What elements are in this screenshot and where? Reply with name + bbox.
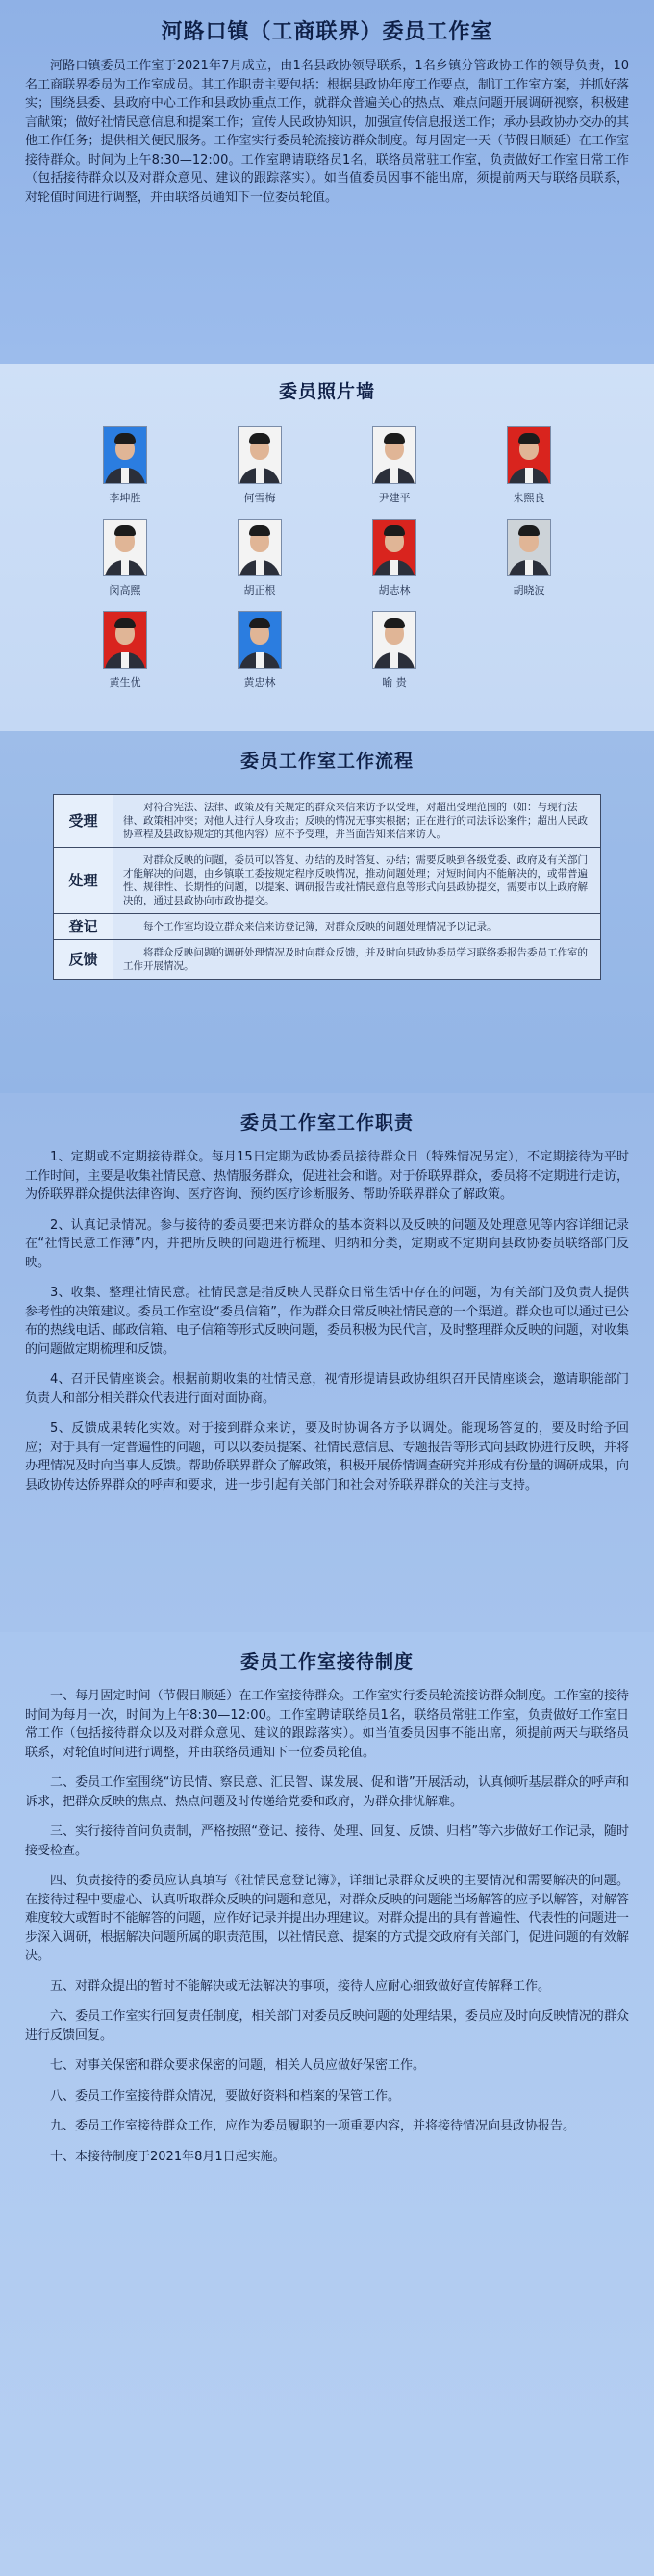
rule-item: 八、委员工作室接待群众情况，要做好资料和档案的保管工作。 — [50, 2088, 401, 2104]
rule-item: 三、实行接待首问负责制，严格按照“登记、接待、处理、回复、反馈、归档”等六步做好工作记录，随时接受检查。 — [25, 1824, 629, 1858]
workflow-step-label: 受理 — [54, 795, 113, 848]
member-photo — [372, 426, 416, 484]
member-photo — [372, 519, 416, 576]
member-photo-hair — [249, 525, 270, 536]
member-photo-hair — [384, 433, 405, 444]
member-name: 黄忠林 — [243, 676, 276, 689]
member-photo-shirt — [390, 652, 398, 668]
duty-item: 1、定期或不定期接待群众。每月15日定期为政协委员接待群众日（特殊情况另定），不定期接待为平时工作时间，主要是收集社情民意、热情服务群众，促进社会和谐。对于侨联界群众，委员将不定期进行走访，为侨联界群众提供法律咨询、医疗咨询、预约医疗诊断服务、帮助侨联界群众了解政策。 — [25, 1150, 629, 1202]
member-photo-hair — [114, 525, 136, 536]
duties-title: 委员工作室工作职责 — [239, 1112, 414, 1134]
member-photo-shirt — [390, 468, 398, 483]
member-name: 何雪梅 — [243, 492, 276, 504]
photo-grid — [58, 426, 596, 690]
member-name: 胡晓波 — [513, 584, 545, 597]
member-photo-shirt — [256, 468, 264, 483]
member-card — [58, 519, 192, 598]
workflow-step-label: 处理 — [54, 848, 113, 914]
member-card — [192, 426, 327, 505]
photo-wall-title: 委员照片墙 — [278, 381, 375, 402]
member-card — [327, 426, 462, 505]
member-card — [462, 519, 596, 598]
member-photo-hair — [518, 525, 540, 536]
intro-section — [0, 0, 654, 364]
member-photo-shirt — [256, 560, 264, 575]
photo-wall-section — [0, 364, 654, 731]
member-photo-hair — [249, 618, 270, 628]
member-photo — [103, 426, 147, 484]
member-card — [58, 426, 192, 505]
member-name: 李坤胜 — [109, 492, 141, 504]
member-photo — [238, 519, 282, 576]
duty-item: 4、召开民情座谈会。根据前期收集的社情民意，视情形提请县政协组织召开民情座谈会，邀请职能部门负责人和部分相关群众代表进行面对面协商。 — [25, 1372, 629, 1406]
intro-paragraph: 河路口镇委员工作室于2021年7月成立，由1名县政协领导联系，1名乡镇分管政协工作的领导负责，10名工商联界委员为工作室成员。其工作职责主要包括：根据县政协年度工作要点，制订工作室方案，并抓好落实；围绕县委、县政府中心工作和县政协重点工作，就群众普遍关心的热点、难点问题开展调研视察，积极建言献策；做好社情民意信息和提案工作；宣传人民政协知识，加强宣传信息报送工作；承办县政协办交办的其他工作任务；提供相关便民服务。工作室实行委员轮流接访群众制度。每月固定一天（节假日顺延）在工作室接待群众。时间为上午8:30—12:00。工作室聘请联络员1名，联络员常驻工作室，负责做好工作室日常工作（包括接待群众以及对群众意见、建议的跟踪落实）。如当值委员因事不能出席，须提前两天与联络员联系，对轮值时间进行调整，并由联络员通知下一位委员轮值。 — [25, 59, 629, 205]
member-card — [192, 519, 327, 598]
member-card — [192, 611, 327, 690]
rule-item: 七、对事关保密和群众要求保密的问题，相关人员应做好保密工作。 — [50, 2058, 426, 2073]
member-name: 尹建平 — [378, 492, 411, 504]
member-name: 闵高熙 — [109, 584, 141, 597]
rule-item: 四、负责接待的委员应认真填写《社情民意登记簿》，详细记录群众反映的主要情况和需要解决的问题。在接待过程中要虚心、认真听取群众反映的问题和意见，对群众反映的问题能当场解答的应予以解答，对解答难度较大或暂时不能解答的问题，应作好记录并提出办理建议。对群众提出的具有普遍性、代表性的问题进一步深入调研，根据解决问题所属的职责范围，以社情民意、提案的方式提交政府有关部门，促进问题的有效解决。 — [25, 1874, 629, 1963]
member-name: 朱熙良 — [513, 492, 545, 504]
workflow-step-text: 每个工作室均设立群众来信来访登记簿，对群众反映的问题处理情况予以记录。 — [113, 914, 601, 940]
member-photo-hair — [384, 618, 405, 628]
member-photo-hair — [518, 433, 540, 444]
member-photo-hair — [384, 525, 405, 536]
duties-section — [0, 1093, 654, 1632]
member-photo-shirt — [121, 560, 129, 575]
workflow-step-label: 登记 — [54, 914, 113, 940]
member-name: 黄生优 — [109, 676, 141, 689]
member-photo-shirt — [121, 468, 129, 483]
member-name: 胡志林 — [378, 584, 411, 597]
rule-item: 二、委员工作室围绕“访民情、察民意、汇民智、谋发展、促和谐”开展活动，认真倾听基层群众的呼声和诉求，把群众反映的焦点、热点问题及时传递给党委和政府，为群众排忧解难。 — [25, 1775, 629, 1809]
page-title: 河路口镇（工商联界）委员工作室 — [161, 20, 493, 44]
member-photo — [507, 519, 551, 576]
member-card — [58, 611, 192, 690]
member-photo-shirt — [256, 652, 264, 668]
duty-item: 5、反馈成果转化实效。对于接到群众来访，要及时协调各方予以调处。能现场答复的，要及时给予回应；对于具有一定普遍性的问题，可以以委员提案、社情民意信息、专题报告等形式向县政协进行反映，并将办理情况及时向当事人反馈。帮助侨联界群众了解政策，积极开展侨情调查研究并形成有份量的调研成果，向县政协传达侨界群众的呼声和要求，进一步引起有关部门和社会对侨联界群众的关注与支持。 — [25, 1421, 629, 1492]
workflow-row — [54, 940, 601, 980]
member-photo — [103, 519, 147, 576]
member-photo — [103, 611, 147, 669]
member-photo-shirt — [525, 468, 533, 483]
member-photo-shirt — [390, 560, 398, 575]
member-photo-shirt — [525, 560, 533, 575]
member-photo — [372, 611, 416, 669]
workflow-row — [54, 795, 601, 848]
workflow-step-text: 对群众反映的问题，委员可以答复、办结的及时答复、办结；需要反映到各级党委、政府及有关部门才能解决的问题，由乡镇联工委按规定程序反映情况，推动问题处理；对短时间内不能解决的，或带普遍性、规律性、长期性的问题，以提案、调研报告或社情民意信息等形式向县政协提交，需要市以上政府解决的，通过县政协向市政协提交。 — [113, 848, 601, 914]
reception-rules-title: 委员工作室接待制度 — [239, 1651, 414, 1672]
member-name: 胡正根 — [243, 584, 276, 597]
duty-item: 3、收集、整理社情民意。社情民意是指反映人民群众日常生活中存在的问题，为有关部门及负责人提供参考性的决策建议。委员工作室设“委员信箱”，作为群众日常反映社情民意的一个渠道。群众也可以通过已公布的热线电话、邮政信箱、电子信箱等形式反映问题，委员积极为民代言，及时整理群众反映的问题，对收集的问题做定期梳理和反馈。 — [25, 1286, 629, 1357]
rule-item: 十、本接待制度于2021年8月1日起实施。 — [50, 2149, 286, 2164]
workflow-step-label: 反馈 — [54, 940, 113, 980]
workflow-title: 委员工作室工作流程 — [239, 751, 414, 772]
rule-item: 一、每月固定时间（节假日顺延）在工作室接待群众。工作室实行委员轮流接访群众制度。工作室的接待时间为每月一次，时间为上午8:30—12:00。工作室聘请联络员1名，联络员常驻工作室，负责做好工作室日常工作（包括接待群众以及对群众意见、建议的跟踪落实）。如当值委员因事不能出席，须提前两天与联络员联系，对轮值时间进行调整，并由联络员通知下一位委员轮值。 — [25, 1689, 629, 1760]
workflow-row — [54, 848, 601, 914]
workflow-step-text: 将群众反映问题的调研处理情况及时向群众反馈，并及时向县政协委员学习联络委报告委员工作室的工作开展情况。 — [113, 940, 601, 980]
member-photo-hair — [114, 618, 136, 628]
workflow-section — [0, 731, 654, 1093]
workflow-table — [53, 794, 601, 980]
member-card — [462, 426, 596, 505]
member-photo — [238, 611, 282, 669]
reception-rules-section — [0, 1632, 654, 2576]
rule-item: 五、对群众提出的暂时不能解决或无法解决的事项，接待人应耐心细致做好宣传解释工作。 — [50, 1978, 551, 1994]
member-photo-shirt — [121, 652, 129, 668]
member-photo — [507, 426, 551, 484]
member-name: 喻 贵 — [382, 676, 407, 689]
member-card — [327, 519, 462, 598]
workflow-row — [54, 914, 601, 940]
member-photo — [238, 426, 282, 484]
rule-item: 九、委员工作室接待群众工作，应作为委员履职的一项重要内容，并将接待情况向县政协报告。 — [50, 2119, 576, 2133]
duty-item: 2、认真记录情况。参与接待的委员要把来访群众的基本资料以及反映的问题及处理意见等内容详细记录在“社情民意工作薄”内，并把所反映的问题进行梳理、归纳和分类，定期或不定期向县政协委员联络部门反映。 — [25, 1217, 629, 1270]
member-card — [327, 611, 462, 690]
workflow-step-text: 对符合宪法、法律、政策及有关规定的群众来信来访予以受理，对超出受理范围的（如：与现行法律、政策相冲突；对他人进行人身攻击；反映的情况无事实根据；正在进行的司法诉讼案件；超出人民政协章程及县政协规定的其他内容）应不予受理，并当面告知来信来访人。 — [113, 795, 601, 848]
member-photo-hair — [249, 433, 270, 444]
member-photo-hair — [114, 433, 136, 444]
rule-item: 六、委员工作室实行回复责任制度，相关部门对委员反映问题的处理结果，委员应及时向反映情况的群众进行反馈回复。 — [25, 2009, 629, 2043]
